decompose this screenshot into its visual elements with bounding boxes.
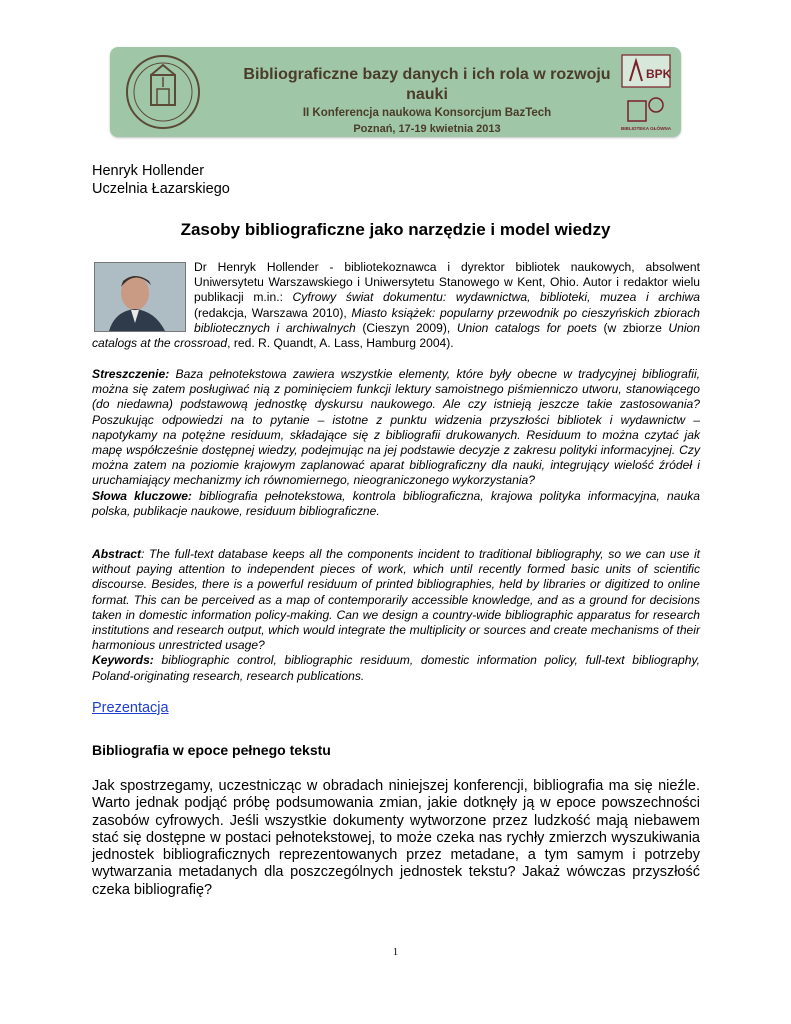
bio-title-3: Union catalogs for poets bbox=[456, 320, 597, 335]
prezentacja-link[interactable]: Prezentacja bbox=[92, 700, 169, 716]
conference-banner bbox=[110, 47, 681, 137]
streszczenie-label: Streszczenie: bbox=[92, 367, 170, 381]
library-logo-icon bbox=[618, 93, 674, 135]
bio-text: (w zbiorze bbox=[596, 320, 669, 335]
bpk-logo-text: BPK bbox=[646, 67, 672, 81]
slowa-kluczowe-text: bibliografia pełnotekstowa, kontrola bibliograficzna, krajowa polityka informacyjna, nauka polska, publikacje naukowe, residuum bibliograficzne. bbox=[92, 488, 700, 518]
bio-text: (redakcja, Warszawa 2010), bbox=[194, 305, 352, 320]
author-name: Henryk Hollender bbox=[92, 163, 205, 179]
polish-abstract bbox=[92, 367, 700, 519]
page-number: 1 bbox=[392, 947, 399, 958]
paper-title: Zasoby bibliograficzne jako narzędzie i model wiedzy bbox=[180, 220, 611, 239]
library-logo-text: BIBLIOTEKA GŁÓWNA bbox=[620, 126, 672, 131]
university-crest-icon bbox=[124, 53, 202, 131]
author-block bbox=[92, 162, 230, 198]
banner-date: Poznań, 17-19 kwietnia 2013 bbox=[353, 123, 501, 135]
bio-text: Dr Henryk Hollender - bibliotekoznawca i dyrektor bibliotek naukowych, absolwent Uniwersytetu Warszawskiego i Uniwersytetu Stanowego w Kent, Ohio. Autor i redaktor wielu publikacji m.in.: bbox=[194, 260, 700, 305]
bio-title-2: Miasto książek: popularny przewodnik po cieszyńskich zbiorach bibliotecznych i archiwalnych bbox=[194, 305, 700, 335]
bio-text: , red. R. Quandt, A. Lass, Hamburg 2004). bbox=[227, 336, 454, 351]
bio-text: (Cieszyn 2009), bbox=[355, 320, 457, 335]
bpk-logo-icon bbox=[618, 51, 674, 91]
banner-subtitle: II Konferencja naukowa Konsorcjum BazTech bbox=[302, 107, 552, 119]
author-affiliation: Uczelnia Łazarskiego bbox=[92, 181, 230, 197]
body-paragraph: Jak spostrzegamy, uczestnicząc w obradach niniejszej konferencji, bibliografia ma się nieźle. Warto jednak podjąć próbę podsumowania zmian, jakie dotknęły ją w epoce powszechności zasobów cyfrowych. Jeśli wszystkie dokumenty wytworzone przez ludzkość mają niebawem stać się dostępne w postaci pełnotekstowej, to może czeka nas rychły zmierzch wyszukiwania jednostek bibliograficznych reprezentowanych przez metadane, a tym samym i potrzeby wytwarzania metadanych dla poszczególnych jednostek tekstu? Jakaż wówczas przyszłość czeka bibliografię? bbox=[92, 778, 700, 898]
author-bio bbox=[92, 260, 700, 351]
keywords-label: Keywords: bbox=[92, 653, 154, 668]
abstract-label: Abstract bbox=[92, 547, 142, 561]
section-heading: Bibliografia w epoce pełnego tekstu bbox=[92, 742, 331, 758]
keywords-text: bibliographic control, bibliographic residuum, domestic information policy, full-text bibliography, Poland-originating research, research publications. bbox=[92, 653, 700, 683]
streszczenie-text: Baza pełnotekstowa zawiera wszystkie elementy, które były obecne w tradycyjnej bibliografii, można się zatem posługiwać nią z pominięciem funkcji lektury samoistnego piśmienniczo utworu, stanowiącego (do niedawna) podstawową jednostkę dyskursu naukowego. Ale czy istnieją jeszcze takie zastosowania? Poszukując odpowiedzi na to pytanie – istotne z punktu widzenia przyszłości bibliotek i wydawnictw – napotykamy na potężne residuum, składające się z bibliografii drukowanych. Residuum to można czytać jak mapę współcześnie dostępnej wiedzy, podejmując na jej podstawie decyzje z zakresu polityki informacyjnej. Czy można zatem na poziomie krajowym zaplanować aparat bibliograficzny dla nauki, integrujący wielość źródeł i uruchamiający mechanizmy ich równomiernego, nieograniczonego wykorzystania? bbox=[92, 367, 700, 488]
abstract-text: : The full-text database keeps all the components incident to traditional bibliography, so we can use it without paying attention to independent pieces of work, which until recently formed basic units of scientific discourse. Besides, there is a powerful residuum of printed bibliographies, held by libraries or digitized to online format. This can be perceived as a map of contemporarily accessible knowledge, and as a ground for decisions taken in domestic information policy-making. Can we design a country-wide bibliographic apparatus for research institutions and research output, which would integrate the multiplicity or sources and create mechanisms of their harmonious unrestricted usage? bbox=[92, 547, 700, 653]
slowa-kluczowe-label: Słowa kluczowe: bbox=[92, 488, 192, 503]
bio-title-4: Union catalogs at the crossroad bbox=[92, 320, 701, 351]
banner-title: Bibliograficzne bazy danych i ich rola w rozwoju nauki bbox=[243, 66, 611, 103]
bio-title-1: Cyfrowy świat dokumentu: wydawnictwa, biblioteki, muzea i archiwa bbox=[292, 290, 700, 305]
english-abstract bbox=[92, 547, 700, 684]
